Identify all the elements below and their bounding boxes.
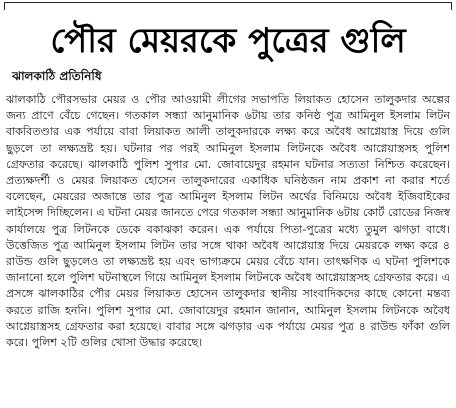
column-border	[4, 2, 452, 10]
article-body: ঝালকাঠি পৌরসভার মেয়র ও পৌর আওয়ামী লীগের সভাপতি লিয়াকত হোসেন তালুকদার অল্পের জন্য প্রাণে বেঁচে গেছেন। গতকাল সন্ধ্যা আনুমানিক ৬টায় তার কনিষ্ঠ পুত্র আমিনুল ইসলাম লিটন বাকবিতণ্ডার এক পর্যায়ে বাবা লিয়াকত আলী তালুকদারকে লক্ষ্য করে অবৈধ আগ্নেয়াস্ত্র দিয়ে গুলি ছুড়লে তা লক্ষ্যভ্রষ্ট হয়। ঘটনার পর পরই আমিনুল ইসলাম লিটনকে অবৈধ আগ্নেয়াস্ত্রসহ পুলিশ গ্রেফতার করেছে। ঝালকাঠি পুলিশ সুপার মো. জোবায়েদুর রহমান ঘটনার সত্যতা নিশ্চিত করেছেন। প্রত্যক্ষদর্শী ও মেয়র লিয়াকত হোসেন তালুকদারের একাধিক ঘনিষ্ঠজন নাম প্রকাশ না করার শর্তে বলেছেন, মেয়রের অজান্তে তার পুত্র আমিনুল ইসলাম লিটন অর্থের বিনিময়ে অবৈধ ইজিবাইকের লাইসেন্স দিচ্ছিলেন। এ ঘটনা মেয়র জানতে পেরে গতকাল সন্ধ্যা আনুমানিক ৬টায় কোর্ট রোডের নিজস্ব কার্যালয়ে পুত্র লিটনকে ডেকে বকাঝকা করেন। এক পর্যায়ে পিতা-পুত্রের মধ্যে তুমুল ঝগড়া বাধে। উত্তেজিত পুত্র আমিনুল ইসলাম লিটন তার সঙ্গে থাকা অবৈধ আগ্নেয়াস্ত্র দিয়ে মেয়রকে লক্ষ্য করে ৪ রাউন্ড গুলি ছুড়লেও তা লক্ষ্যভ্রষ্ট হয় এবং ভাগ্যক্রমে মেয়র বেঁচে যান। তাৎক্ষণিক এ ঘটনা পুলিশকে জানানো হলে পুলিশ ঘটনাস্থলে গিয়ে আমিনুল ইসলাম লিটনকে অবৈধ আগ্নেয়াস্ত্রসহ গ্রেফতার করে। এ প্রসঙ্গে ঝালকাঠির পৌর মেয়র লিয়াকত হোসেন তালুকদার স্থানীয় সাংবাদিকদের কাছে কোনো মন্তব্য করতে রাজি হননি। পুলিশ সুপার মো. জোবায়েদুর রহমান জানান, আমিনুল ইসলাম লিটনকে অবৈধ আগ্নেয়াস্ত্রসহ গ্রেফতার করা হয়েছে। বাবার সঙ্গে ঝগড়ার এক পর্যায়ে মেয়র পুত্র ৪ রাউন্ড ফাঁকা গুলি করে। পুলিশ ২টি গুলির খোসা উদ্ধার করেছে।	[6, 93, 450, 350]
headline: পৌর মেয়রকে পুত্রের গুলি	[50, 21, 406, 61]
byline: ঝালকাঠি প্রতিনিধি	[12, 69, 102, 83]
